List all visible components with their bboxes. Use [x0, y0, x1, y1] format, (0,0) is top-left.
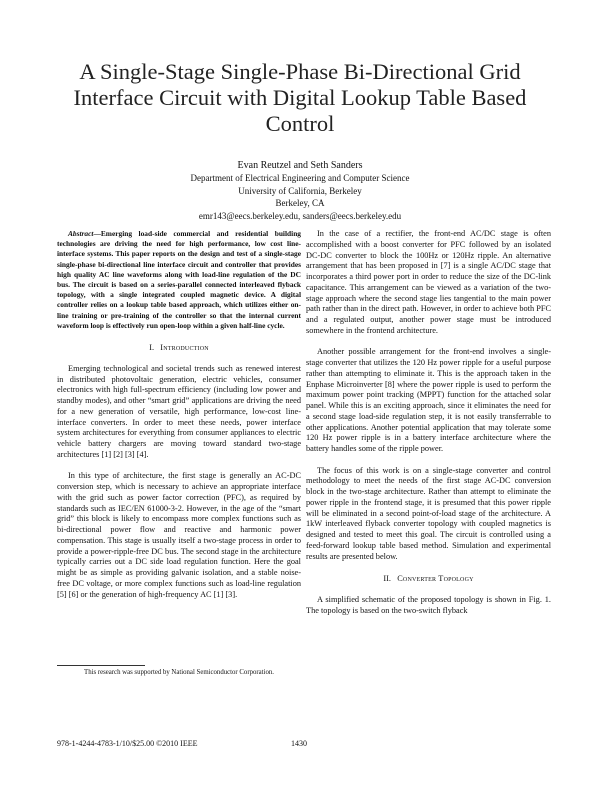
paper-title: A Single-Stage Single-Phase Bi-Directional Grid Interface Circuit with Digital Lookup Table Based Control — [73, 59, 527, 136]
body-paragraph: The focus of this work is on a single-stage converter and control methodology to meet the needs of the first stage AC-DC conversion block in the two-stage architecture. Rather than attempt to eliminate the power ripple in the frontend stage, it is presumed that this power ripple will be eliminated in a second point-of-load stage of the architecture. A 1kW interleaved flyback converter topology with coupled magnetics is designed and tested to meet this goal. The circuit is controlled using a feed-forward lookup table based method. Simulation and experimental results are presented below. — [306, 465, 551, 561]
body-paragraph: Another possible arrangement for the front-end involves a single-stage converter that utilizes the 120 Hz power ripple for a useful purpose rather than attempting to eliminate it. This is the approach taken in the Enphase Microinverter [8] where the power ripple is used to perform the maximum power point tracking (MPPT) function for the attached solar panel. While this is an exciting approach, since it eliminates the need for a second stage load-side regulation step, it is not easily transferrable to other applications. Another potential application that may tolerate some 120 Hz power ripple is in a battery interface architecture where the battery handles some of the ripple power. — [306, 347, 551, 454]
abstract-text: Emerging load-side commercial and residential building technologies are driving the need for high performance, low cost line-interface systems. This paper reports on the design and test of a single-stage single-phase bi-directional line interface circuit and controller that provides high quality AC line waveforms along with load-line regulation of the DC bus. The circuit is based on a series-parallel connected interleaved flyback topology, with a single integrated coupled magnetic device. A digital controller relies on a lookup table based approach, which utilizes either on-line training or pre-training of the controller so that the internal current waveform loop is effectively run open-loop within a given half-line cycle. — [57, 229, 301, 330]
section-heading-converter-topology — [306, 574, 551, 585]
abstract — [57, 229, 301, 331]
author-university: University of California, Berkeley — [238, 185, 362, 196]
section-title: Introduction — [160, 343, 209, 353]
abstract-dash: — — [93, 229, 101, 238]
page-number: 1430 — [291, 739, 307, 748]
section-heading-introduction — [57, 343, 301, 354]
author-location: Berkeley, CA — [275, 198, 325, 209]
author-department: Department of Electrical Engineering and Computer Science — [190, 173, 410, 184]
author-block — [100, 160, 500, 222]
footnote: This research was supported by National Semiconductor Corporation. — [84, 669, 274, 676]
right-column — [306, 229, 551, 617]
author-emails: emr143@eecs.berkeley.edu, sanders@eecs.berkeley.edu — [198, 210, 402, 221]
section-numeral: I. — [149, 343, 155, 353]
body-paragraph: In the case of a rectifier, the front-end AC/DC stage is often accomplished with a boost converter for PFC followed by an isolated DC-DC converter to block the 100Hz or 120Hz ripple. An alternative arrangement that has been proposed in [7] is a single AC/DC stage that incorporates a third power port in order to reduce the size of the DC-link capacitance. This arrangement can be viewed as a variation of the two-stage approach where the second stage lies tangential to the main power path rather than in the direct path. However, in order to achieve both PFC and a regulated output, another power stage must be introduced somewhere in the frontend architecture. — [306, 229, 551, 335]
author-names: Evan Reutzel and Seth Sanders — [237, 160, 363, 171]
footnote-rule — [57, 665, 145, 666]
body-paragraph: Emerging technological and societal trends such as renewed interest in distributed photovoltaic generation, electric vehicles, consumer electronics with high full-spectrum efficiency (including low power and standby modes), and other “smart grid” applications are driving the need for a new generation of versatile, high performance, low-cost line-interface converters. In order to meet these needs, power interface system architectures for everything from consumer appliances to electric vehicle battery chargers are moving toward standard two-stage architectures [1] [2] [3] [4]. — [57, 363, 301, 459]
body-paragraph: In this type of architecture, the first stage is generally an AC-DC conversion step, which is necessary to achieve an appropriate interface with the grid such as power factor correction (PFC), as required by standards such as IEC/EN 61000-3-2. However, in the age of the “smart grid” this block is likely to encompass more complex functions such as bi-directional power flow and reactive and harmonic power compensation. This stage is usually itself a two-stage process in order to provide a power-ripple-free DC bus. The second stage in the architecture typically carries out a DC side load regulation function. Here the goal might be as simple as providing galvanic isolation, and a stable noise-free DC voltage, or more complex functions such as load-line regulation [5] [6] or the generation of high-frequency AC [1] [3]. — [57, 471, 301, 599]
section-numeral: II. — [383, 574, 391, 584]
body-paragraph: A simplified schematic of the proposed topology is shown in Fig. 1. The topology is based on the two-switch flyback — [306, 595, 551, 615]
copyright-line: 978-1-4244-4783-1/10/$25.00 ©2010 IEEE — [57, 739, 198, 748]
section-title: Converter Topology — [397, 574, 474, 584]
left-column — [57, 229, 301, 600]
abstract-label: Abstract — [68, 229, 94, 238]
